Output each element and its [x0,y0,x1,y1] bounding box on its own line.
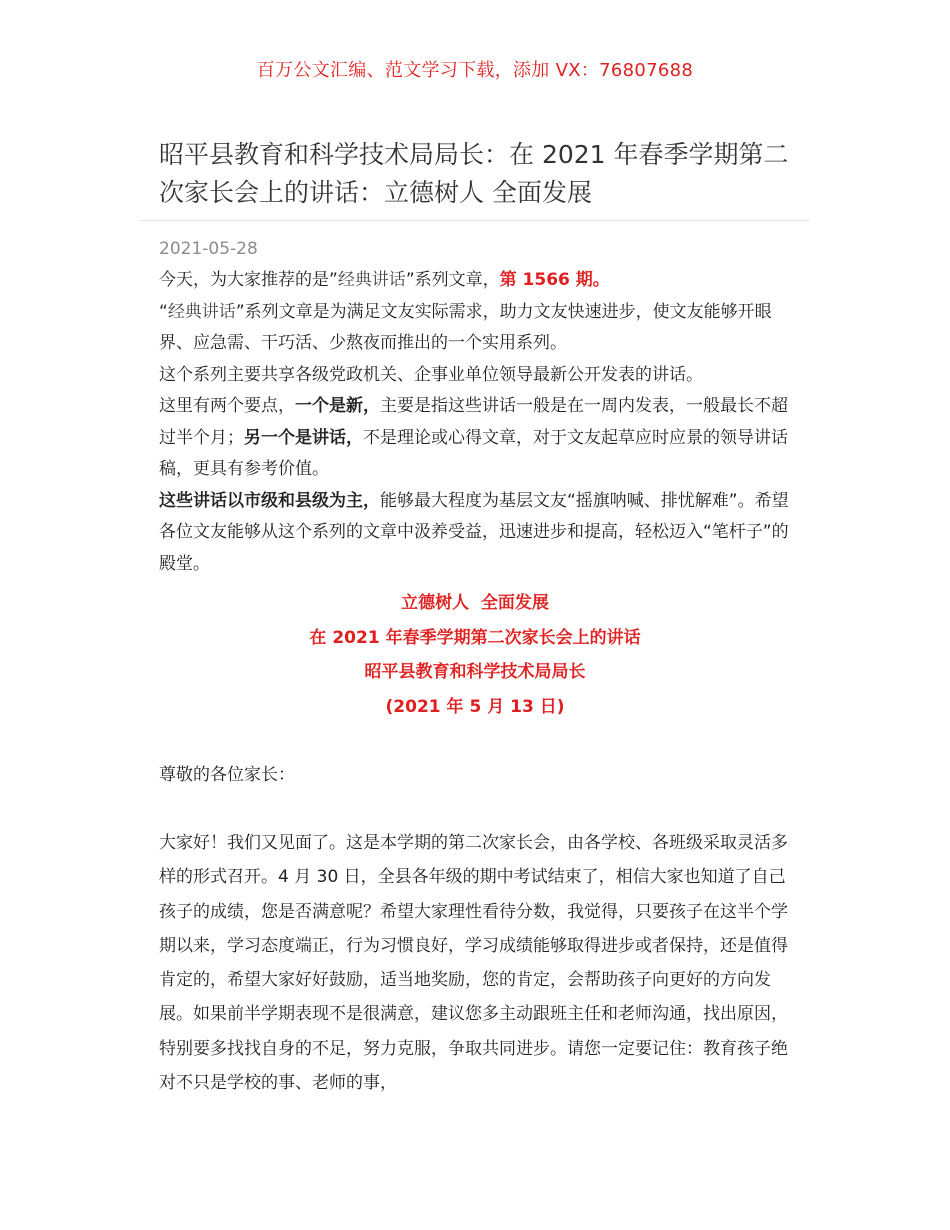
intro-p1-mid: ”系列文章， [405,270,500,290]
publish-date: 2021-05-28 [159,239,258,259]
intro-paragraph-1 [159,265,799,297]
intro-p5-text: 能够最大程度为基层文友“摇旗呐喊、排忧解难”。希望各位文友能够从这个系列的文章中汲养受益，迅速进步和提高，轻松迈入“笔杆子”的殿堂。 [159,490,789,574]
intro-paragraph-4 [159,391,799,486]
intro-p1-prefix: 今天，为大家推荐的是” [159,270,338,290]
speech-paragraph-text: 大家好！我们又见面了。这是本学期的第二次家长会，由各学校、各班级采取灵活多样的形式召开。4 月 30 日，全县各年级的期中考试结束了，相信大家也知道了自己孩子的成绩，您是否满意呢？希望大家理性看待分数，我觉得，只要孩子在这半个学期以来，学习态度端正，行为习惯良好，学习成绩能够取得进步或者保持，还是值得肯定的，希望大家好好鼓励，适当地奖励，您的肯定，会帮助孩子向更好的方向发展。如果前半学期表现不是很满意，建议您多主动跟班主任和老师沟通，找出原因，特别要多找找自身的不足，努力克服，争取共同进步。请您一定要记住：教育孩子绝对不只是学校的事、老师的事， [159,833,788,1094]
intro-p2-quote: “ [159,301,168,322]
series-name: 经典讲话 [337,270,406,290]
intro-p4-b: 一个是新， [295,396,380,416]
intro-p4-d: 另一个是讲话， [244,427,363,448]
intro-paragraph-3: 这个系列主要共享各级党政机关、企事业单位领导最新公开发表的讲话。 [159,364,703,385]
speech-occasion: 在 2021 年春季学期第二次家长会上的讲话 [309,627,641,648]
speech-date: (2021 年 5 月 13 日) [385,696,565,717]
intro-p4-e: 不是理论或心得文章，对于文友起草应时应景的领导讲话稿，更具有参考价值。 [159,427,788,479]
intro-paragraph-5 [159,486,799,581]
speech-heading [0,586,950,724]
intro-section [159,265,799,580]
speech-theme: 立德树人 全面发展 [401,593,549,613]
series-name-2: 经典讲话 [167,301,236,322]
issue-number: 第 1566 期。 [499,270,610,290]
promo-banner: 百万公文汇编、范文学习下载，添加 VX：76807688 [256,60,694,81]
intro-p2-text: ”系列文章是为满足文友实际需求，助力文友快速进步，使文友能够开眼界、应急需、干巧活、少熬夜而推出的一个实用系列。 [159,301,772,353]
article-title: 昭平县教育和科学技术局局长：在 2021 年春季学期第二次家长会上的讲话：立德树人 全面发展 [159,140,789,207]
intro-p4-a: 这里有两个要点， [159,396,295,416]
title-divider [140,220,810,221]
speaker-title: 昭平县教育和科学技术局局长 [364,662,586,682]
speech-paragraph-1 [159,826,799,1100]
intro-paragraph-2 [159,297,799,360]
intro-p5-bold: 这些讲话以市级和县级为主， [159,490,380,511]
intro-p4-c: 主要是指这些讲话一般是在一周内发表，一般最长不超过半个月； [159,396,788,448]
salutation: 尊敬的各位家长： [159,765,295,785]
